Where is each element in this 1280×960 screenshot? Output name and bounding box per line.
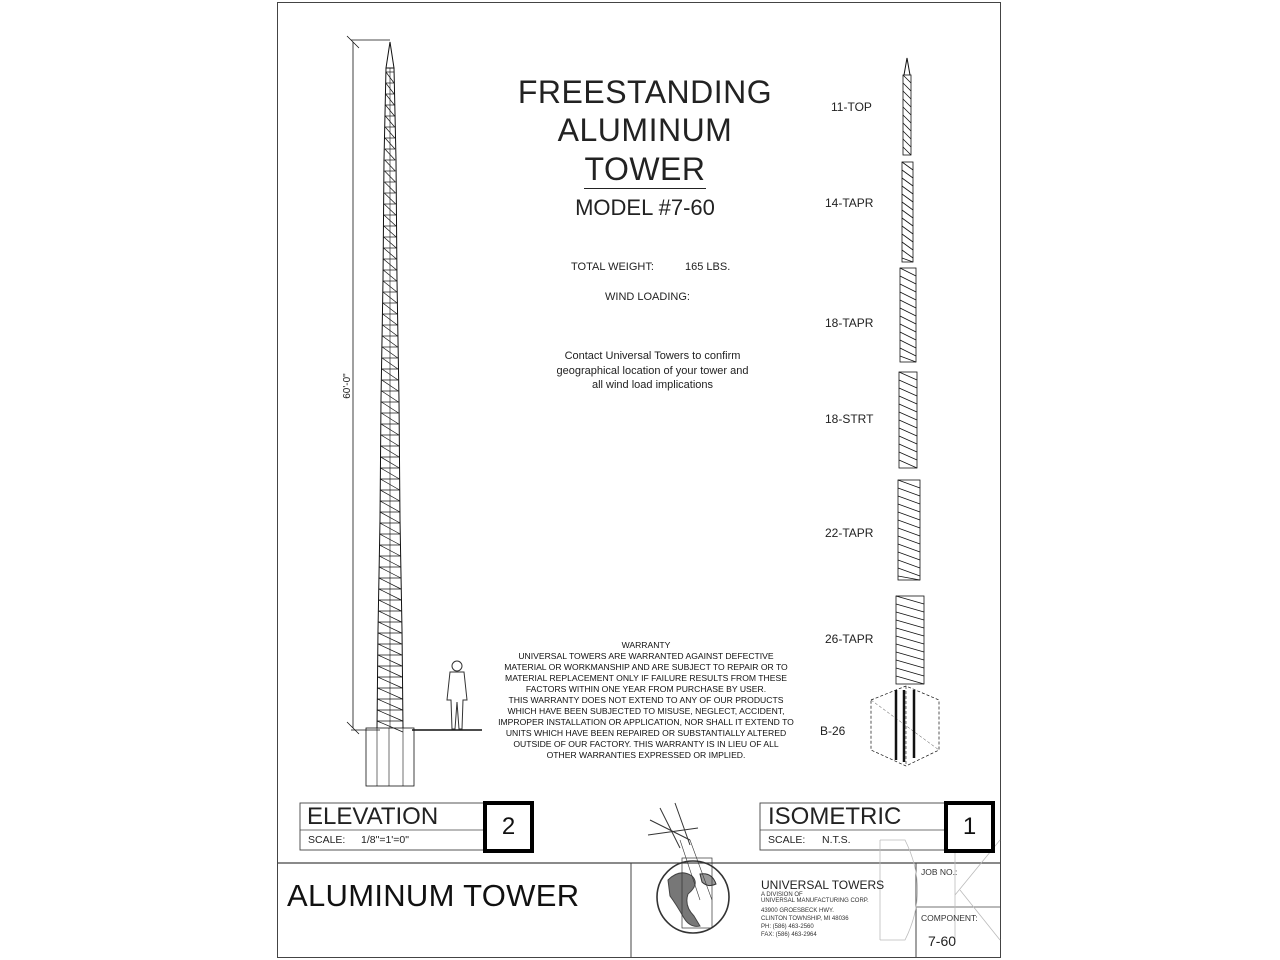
title-line-3-text: TOWER	[584, 151, 706, 187]
human-figure-icon	[447, 661, 467, 729]
iso-tower-brace	[896, 596, 924, 604]
iso-tower-brace	[899, 388, 917, 396]
company-address-1: 43900 GROESBECK HWY.	[761, 908, 834, 914]
iso-tower-brace	[900, 300, 916, 308]
iso-tower-brace	[902, 234, 913, 242]
warranty-line: WHICH HAVE BEEN SUBJECTED TO MISUSE, NEGLECT, ACCIDENT,	[507, 706, 785, 716]
job-number-label: JOB NO.:	[921, 867, 958, 877]
total-weight-value: 165 LBS.	[685, 261, 731, 273]
iso-tower-brace	[896, 652, 924, 660]
iso-tower-brace	[898, 480, 920, 488]
iso-tower-brace	[899, 460, 917, 468]
title-line-1: FREESTANDING	[517, 74, 773, 110]
iso-tower-brace	[899, 404, 917, 412]
warranty-line: UNITS WHICH HAVE BEEN REPAIRED OR SUBSTANTIALLY ALTERED	[505, 728, 787, 738]
title-line-3	[470, 151, 820, 188]
component-value: 7-60	[928, 933, 957, 949]
iso-tower-brace	[900, 356, 916, 362]
iso-tower-brace	[898, 512, 920, 520]
iso-tower-brace	[903, 115, 911, 123]
warranty-line: MATERIAL OR WORKMANSHIP AND ARE SUBJECT TO REPAIR OR TO	[504, 662, 788, 672]
section-label: 22-TAPR	[825, 526, 874, 540]
title-line-2: ALUMINUM	[557, 112, 733, 148]
iso-tower-brace	[903, 83, 911, 91]
iso-tower-brace	[896, 676, 924, 684]
elevation-title: ELEVATION	[307, 803, 439, 830]
warranty-title: WARRANTY	[621, 640, 671, 650]
iso-tower-brace	[902, 170, 913, 178]
iso-tower-brace	[896, 660, 924, 668]
elevation-scale-value: 1/8"=1'=0"	[361, 834, 409, 846]
company-parent: UNIVERSAL MANUFACTURING CORP.	[761, 898, 869, 904]
iso-tower-brace	[903, 75, 911, 83]
warranty-line: UNIVERSAL TOWERS ARE WARRANTED AGAINST DEFECTIVE	[518, 651, 774, 661]
iso-tower-brace	[900, 332, 916, 340]
iso-tower-brace	[902, 242, 913, 250]
iso-tower-brace	[896, 604, 924, 612]
iso-tower-brace	[902, 250, 913, 258]
iso-tower-brace	[900, 308, 916, 316]
isometric-tower	[871, 58, 939, 766]
height-dimension: 60'-0"	[342, 373, 353, 399]
iso-tower-brace	[899, 420, 917, 428]
iso-tower-brace	[900, 284, 916, 292]
contact-note	[500, 349, 805, 393]
iso-tower-brace	[900, 340, 916, 348]
sheet-title: ALUMINUM TOWER	[287, 878, 580, 913]
section-label: 14-TAPR	[825, 196, 874, 210]
iso-tower-brace	[903, 99, 911, 107]
iso-tower-brace	[898, 560, 920, 568]
iso-tower-brace	[898, 576, 920, 580]
iso-tower-brace	[896, 620, 924, 628]
iso-tower-brace	[898, 496, 920, 504]
iso-tower-brace	[898, 504, 920, 512]
section-label: 18-STRT	[825, 412, 874, 426]
iso-tower-brace	[898, 552, 920, 560]
iso-tower-brace	[900, 292, 916, 300]
iso-tower-brace	[903, 131, 911, 139]
contact-line: all wind load implications	[591, 379, 714, 391]
iso-tower-brace	[898, 544, 920, 552]
iso-tower-brace	[900, 276, 916, 284]
iso-tower-brace	[899, 372, 917, 380]
isometric-title: ISOMETRIC	[768, 803, 902, 830]
iso-tower-brace	[900, 316, 916, 324]
iso-tower-brace	[902, 162, 913, 170]
iso-tower-brace	[902, 258, 913, 262]
iso-tower-brace	[899, 412, 917, 420]
elevation-view-number: 2	[483, 801, 534, 853]
iso-tower-brace	[902, 186, 913, 194]
iso-tower-brace	[898, 488, 920, 496]
section-label: B-26	[820, 724, 846, 738]
isometric-scale-value: N.T.S.	[822, 834, 851, 846]
iso-tower-brace	[899, 396, 917, 404]
iso-tower-brace	[896, 612, 924, 620]
company-phone: PH: (586) 463-2560	[761, 924, 814, 930]
warranty-line: MATERIAL REPLACEMENT ONLY IF FAILURE RESULTS FROM THESE	[505, 673, 787, 683]
warranty-line: IMPROPER INSTALLATION OR APPLICATION, NOR SHALL IT EXTEND TO	[498, 717, 794, 727]
company-name: UNIVERSAL TOWERS	[761, 878, 885, 892]
company-division: A DIVISION OF	[761, 892, 803, 898]
iso-tower-brace	[898, 528, 920, 536]
company-address-2: CLINTON TOWNSHIP, MI 48036	[761, 916, 849, 922]
iso-tower-brace	[903, 139, 911, 147]
iso-tower-brace	[902, 202, 913, 210]
iso-tower-brace	[903, 91, 911, 99]
isometric-scale-label: SCALE:	[768, 834, 806, 846]
iso-tower-brace	[902, 218, 913, 226]
iso-tower-brace	[896, 644, 924, 652]
iso-tower-brace	[899, 380, 917, 388]
contact-line: geographical location of your tower and	[556, 364, 749, 377]
iso-tower-brace	[898, 568, 920, 576]
globe-logo-icon	[648, 803, 729, 933]
iso-tower-brace	[899, 452, 917, 460]
component-label: COMPONENT:	[921, 913, 978, 923]
warranty-block	[482, 640, 810, 761]
iso-tower-brace	[900, 348, 916, 356]
iso-tower-brace	[899, 428, 917, 436]
iso-tower-brace	[902, 226, 913, 234]
iso-tower-brace	[899, 436, 917, 444]
iso-tower-brace	[902, 194, 913, 202]
iso-tower-brace	[902, 210, 913, 218]
iso-tower-brace	[902, 178, 913, 186]
iso-tower-brace	[900, 324, 916, 332]
contact-line: Contact Universal Towers to confirm	[564, 350, 741, 362]
iso-tower-brace	[896, 636, 924, 644]
iso-tower-brace	[900, 268, 916, 276]
warranty-line: OUTSIDE OF OUR FACTORY. THIS WARRANTY IS IN LIEU OF ALL	[513, 739, 779, 749]
iso-tower-brace	[903, 147, 911, 155]
total-weight-label: TOTAL WEIGHT:	[571, 261, 654, 273]
iso-tower-brace	[903, 123, 911, 131]
iso-tower-brace	[898, 536, 920, 544]
isometric-view-number: 1	[944, 801, 995, 853]
model-number: MODEL #7-60	[575, 195, 715, 220]
section-label: 11-TOP	[831, 100, 872, 114]
warranty-line: OTHER WARRANTIES EXPRESSED OR IMPLIED.	[546, 750, 746, 760]
warranty-line: THIS WARRANTY DOES NOT EXTEND TO ANY OF OUR PRODUCTS	[508, 695, 784, 705]
iso-tower-brace	[903, 107, 911, 115]
company-fax: FAX: (586) 463-2964	[761, 932, 817, 938]
elevation-scale-label: SCALE:	[308, 834, 346, 846]
iso-tower-brace	[899, 444, 917, 452]
iso-tower-brace	[896, 668, 924, 676]
wind-loading-label: WIND LOADING:	[605, 291, 690, 303]
iso-tower-brace	[898, 520, 920, 528]
section-label: 26-TAPR	[825, 632, 874, 646]
section-label: 18-TAPR	[825, 316, 874, 330]
warranty-line: FACTORS WITHIN ONE YEAR FROM PURCHASE BY USER.	[525, 684, 767, 694]
iso-tower-brace	[896, 628, 924, 636]
